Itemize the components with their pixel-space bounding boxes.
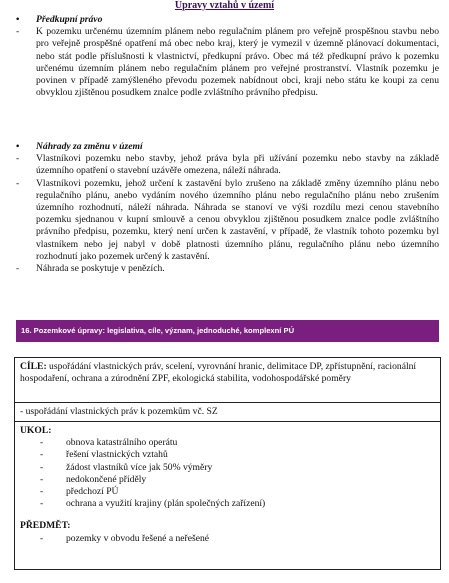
dash-icon: -: [16, 263, 20, 275]
list-item: [16, 26, 439, 99]
dash-icon: -: [40, 437, 44, 449]
list-item: - pozemky v obvodu řešené a neřešené: [40, 532, 210, 544]
predmet-list: [20, 533, 435, 545]
list-item: - Náhrada se poskytuje v penězích.: [16, 263, 165, 275]
section-nahrady: [16, 141, 439, 275]
dash-icon: -: [16, 153, 20, 165]
content-boxes: [14, 357, 441, 570]
list-item: - ochrana a využití krajiny (plán společných zařízení): [40, 498, 266, 510]
list-item: - obnova katastrálního operátu: [40, 437, 178, 449]
ukol-list: [20, 437, 435, 510]
dash-icon: -: [40, 486, 44, 498]
cile-extra: - uspořádání vlastnických práv k pozemkům vč. SZ: [20, 406, 218, 417]
list-item: - řešení vlastnických vztahů: [40, 449, 168, 461]
list-item: - žádost vlastníků více jak 50% výměry: [40, 461, 213, 473]
dash-icon: -: [40, 532, 44, 544]
bullet-icon: •: [16, 14, 20, 25]
cile-box: [14, 357, 441, 403]
section-banner: 16. Pozemkové úpravy: legislativa, cíle, význam, jednoduché, komplexní PÚ: [16, 320, 439, 342]
cile-extra-box: [14, 403, 441, 422]
bullet-icon: •: [16, 141, 20, 152]
dash-icon: -: [40, 461, 44, 473]
dash-icon: -: [40, 473, 44, 485]
dash-icon: -: [16, 26, 20, 38]
cile-label: CÍLE:: [20, 361, 47, 372]
list-item: - nedokončené příděly: [40, 473, 147, 485]
ukol-label: UKOL:: [20, 425, 52, 436]
cile-text: uspořádání vlastnických práv, scelení, vyrovnání hranic, delimitace DP, zpřístupnění, racionální hospodaření, ochrana a zúrodnění ZPF, ekologická stabilita, vodohospodářské poměry: [20, 361, 417, 385]
list-item: - předchozí PÚ: [40, 486, 119, 498]
predkupni-text: K pozemku určenému územním plánem nebo regulačním plánem pro veřejně prospěšnou stavbu nebo pro veřejně prospěšné opatření má obec nebo kraj, který je vymezil v územně plánovací dokumentaci, nebo stát podle příslušnosti k vlastnictví, předkupní právo. Obec má též předkupní právo k pozemku určenému územním plánem nebo regulačním plánem pro veřejné prostranství. Vlastník pozemku je povinen v případě zamýšleného převodu pozemek nabídnout obci, kraji nebo státu ke koupi za cenu obvyklou zjištěnou posudkem znalce podle zvláštního právního předpisu.: [36, 26, 439, 99]
section-predkupni-pravo: [16, 14, 439, 99]
ukol-box: [14, 422, 441, 570]
dash-icon: -: [40, 449, 44, 461]
list-item: - Vlastníkovi pozemku nebo stavby, jehož práva byla při užívání pozemku nebo stavby na základě územního opatření o stavební uzávěře omezena, náleží náhrada.: [16, 153, 439, 177]
dash-icon: -: [40, 498, 44, 510]
heading-predkupni-pravo: Předkupní právo: [36, 14, 103, 25]
heading-nahrady: Náhrady za změnu v území: [36, 141, 143, 152]
predmet-label: PŘEDMĚT:: [20, 520, 71, 532]
dash-icon: -: [16, 177, 20, 189]
list-item: - Vlastníkovi pozemku, jehož určení k zastavění bylo zrušeno na základě změny územního plánu nebo regulačního plánu, anebo vydáním nového územního plánu nebo regulačního plánu nebo zrušením územního rozhodnutí, náleží náhrada. Náhrada se stanoví ve výši rozdílu mezi cenou stavebního pozemku sjednanou v kupní smlouvě a cenou obvyklou zjištěnou posudkem znalce podle zvláštního právního předpisu, pozemku, který není určen k zastavění, v případě, že vlastník tohoto pozemku byl vlastníkem nebo jej nabyl v době platnosti územního plánu, regulačního plánu nebo územního rozhodnutí jako pozemek určený k zastavění.: [16, 177, 439, 262]
page-title: Úpravy vztahů v území: [174, 0, 275, 11]
